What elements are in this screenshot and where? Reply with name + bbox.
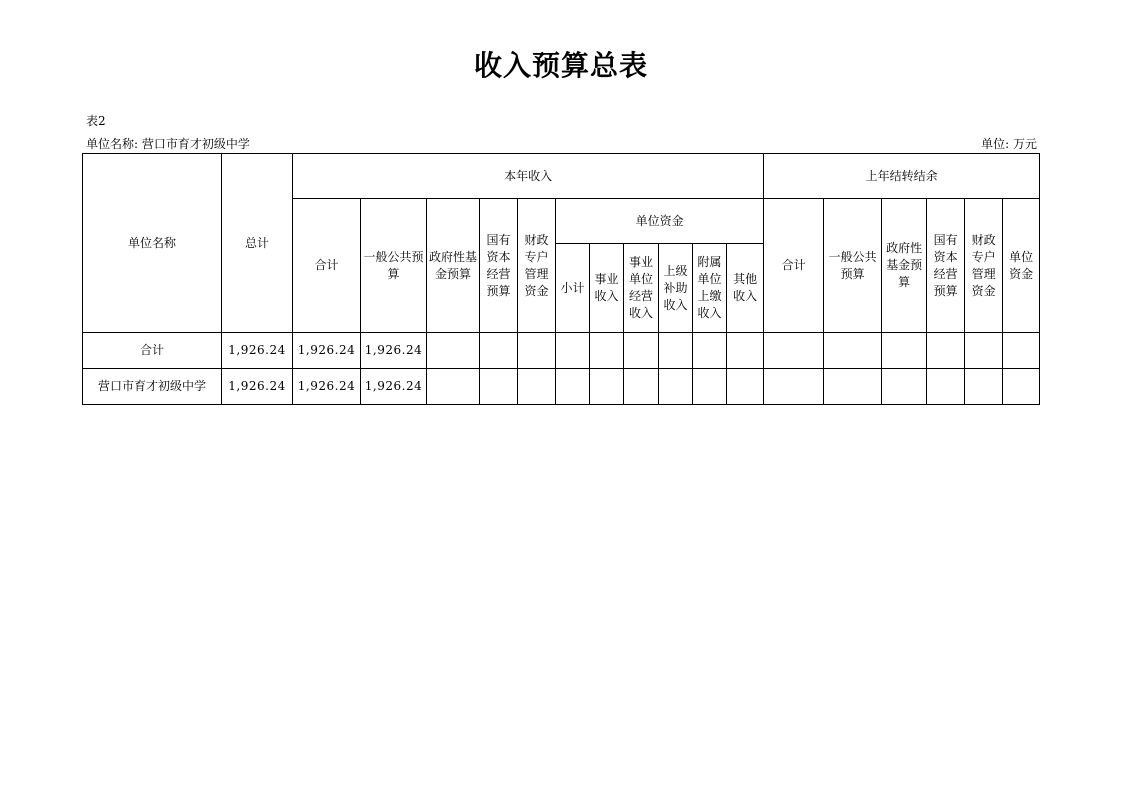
empty-cell — [965, 369, 1003, 405]
empty-cell — [659, 369, 693, 405]
empty-cell — [727, 333, 764, 369]
empty-cell — [965, 333, 1003, 369]
empty-cell — [590, 333, 624, 369]
currency-unit-label: 单位: 万元 — [981, 137, 1037, 151]
empty-cell — [927, 333, 965, 369]
empty-cell — [1003, 333, 1040, 369]
empty-cell — [518, 333, 556, 369]
header-business-income: 事业收入 — [590, 244, 624, 333]
header-carryover: 上年结转结余 — [764, 154, 1040, 199]
header-carryover-gov-fund: 政府性基金预算 — [882, 199, 927, 333]
empty-cell — [427, 369, 480, 405]
table-row — [83, 369, 1040, 405]
row-name: 合计 — [83, 333, 222, 369]
empty-cell — [764, 369, 824, 405]
empty-cell — [693, 369, 727, 405]
header-carryover-sum: 合计 — [764, 199, 824, 333]
table-number: 表2 — [86, 114, 106, 128]
row-total: 1,926.24 — [222, 369, 293, 405]
header-enterprise-income: 事业单位经营收入 — [624, 244, 659, 333]
row-sum: 1,926.24 — [293, 333, 361, 369]
empty-cell — [480, 333, 518, 369]
header-carryover-unit-funds: 单位资金 — [1003, 199, 1040, 333]
empty-cell — [480, 369, 518, 405]
empty-cell — [518, 369, 556, 405]
empty-cell — [624, 333, 659, 369]
row-general-budget: 1,926.24 — [361, 369, 427, 405]
empty-cell — [882, 369, 927, 405]
row-general-budget: 1,926.24 — [361, 333, 427, 369]
header-superior-subsidy: 上级补助收入 — [659, 244, 693, 333]
empty-cell — [824, 369, 882, 405]
empty-cell — [882, 333, 927, 369]
header-carryover-general-budget: 一般公共预算 — [824, 199, 882, 333]
empty-cell — [824, 333, 882, 369]
header-sum: 合计 — [293, 199, 361, 333]
row-sum: 1,926.24 — [293, 369, 361, 405]
empty-cell — [556, 369, 590, 405]
header-carryover-fiscal-special: 财政专户管理资金 — [965, 199, 1003, 333]
header-gov-fund: 政府性基金预算 — [427, 199, 480, 333]
empty-cell — [1003, 369, 1040, 405]
empty-cell — [590, 369, 624, 405]
header-unit-funds: 单位资金 — [556, 199, 764, 244]
income-budget-table — [82, 153, 1040, 405]
empty-cell — [427, 333, 480, 369]
row-total: 1,926.24 — [222, 333, 293, 369]
empty-cell — [659, 333, 693, 369]
empty-cell — [624, 369, 659, 405]
header-general-budget: 一般公共预算 — [361, 199, 427, 333]
header-unit-name: 单位名称 — [83, 154, 222, 333]
header-current-year-income: 本年收入 — [293, 154, 764, 199]
empty-cell — [764, 333, 824, 369]
row-name: 营口市育才初级中学 — [83, 369, 222, 405]
table-row — [83, 333, 1040, 369]
header-total: 总计 — [222, 154, 293, 333]
header-fiscal-special: 财政专户管理资金 — [518, 199, 556, 333]
empty-cell — [927, 369, 965, 405]
header-affiliated-income: 附属单位上缴收入 — [693, 244, 727, 333]
header-carryover-state-capital: 国有资本经营预算 — [927, 199, 965, 333]
header-subtotal: 小计 — [556, 244, 590, 333]
empty-cell — [556, 333, 590, 369]
empty-cell — [727, 369, 764, 405]
page-title: 收入预算总表 — [473, 49, 648, 82]
header-other-income: 其他收入 — [727, 244, 764, 333]
header-state-capital: 国有资本经营预算 — [480, 199, 518, 333]
empty-cell — [693, 333, 727, 369]
unit-name-label: 单位名称: 营口市育才初级中学 — [86, 137, 250, 151]
